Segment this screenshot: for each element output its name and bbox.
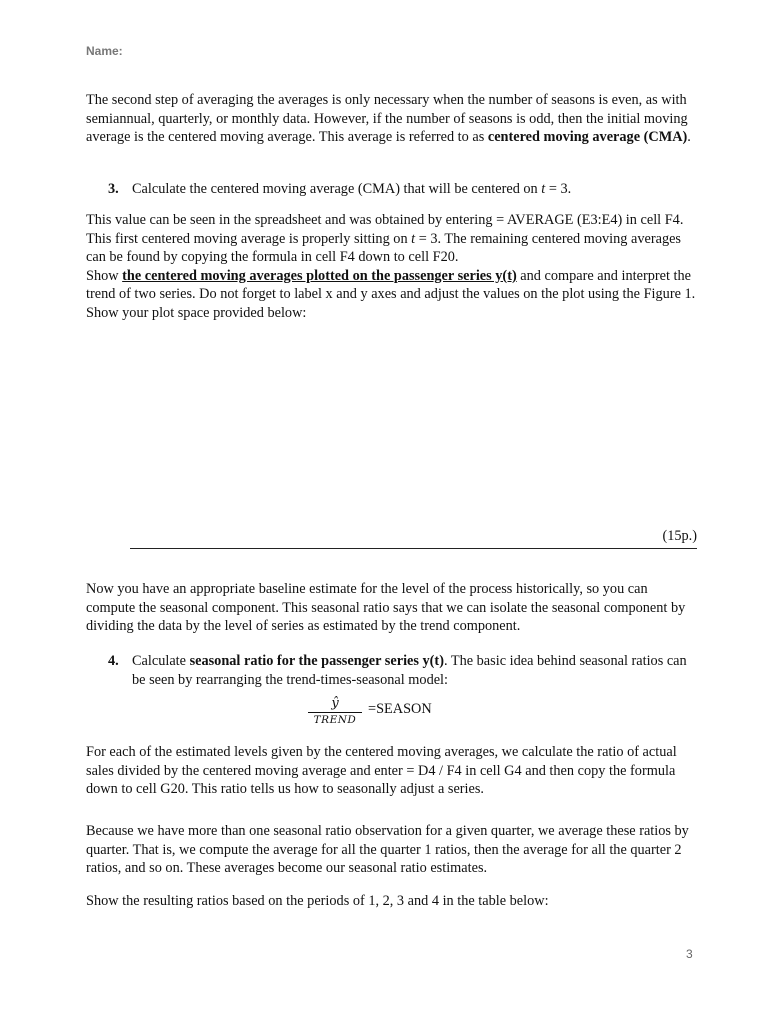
ratio-paragraph: For each of the estimated levels given by the centered moving averages, we calculate the ratio of actual sales divided by the centered moving average and enter = D4 / F4 in cell G4 and then copy the formula down to cell G20. This ratio tells us how to seasonally adjust a series. — [86, 744, 677, 798]
answer-divider — [130, 548, 697, 549]
name-label: Name: — [86, 44, 123, 58]
item-4-text: Calculate seasonal ratio for the passenger series y(t). The basic idea behind seasonal ratios can be seen by rearranging the trend-times-seasonal model: — [132, 653, 687, 688]
season-formula — [308, 697, 432, 727]
item-3-number: 3. — [108, 181, 119, 197]
formula-fraction — [308, 697, 362, 727]
show-prefix: Show — [86, 267, 123, 284]
intro-bold-term: centered moving average (CMA) — [487, 129, 688, 146]
cma-var: t — [411, 230, 416, 247]
show-underlined-task: the centered moving averages plotted on the passenger series y(t) — [122, 267, 517, 284]
fraction-bar — [308, 712, 362, 713]
item-4-bold: seasonal ratio for the passenger series y(t) — [189, 653, 444, 669]
cma-text-2: = 3. The remaining centered moving averages can be found by copying the formula in cell F4 down to cell F20. — [86, 230, 681, 266]
table-instruction: Show the resulting ratios based on the periods of 1, 2, 3 and 4 in the table below: — [86, 893, 549, 909]
plot-space-instruction: Show your plot space provided below: — [86, 304, 307, 321]
item-3-var: t — [541, 181, 546, 197]
cma-text-1: This value can be seen in the spreadsheet and was obtained by entering = AVERAGE (E3:E4) in cell F4. This first centered moving average is properly sitting on — [86, 212, 684, 247]
formula-denominator: TREND — [313, 714, 357, 726]
plot-answer-space[interactable] — [86, 352, 700, 520]
show-suffix: and compare and interpret the trend of two series. Do not forget to label x and y axes and adjust the values on the plot using the Figure 1. — [86, 267, 696, 303]
intro-text-end: . — [687, 129, 691, 146]
intro-text: The second step of averaging the averages is only necessary when the number of seasons is even, as with semiannual, quarterly, or monthly data. However, if the number of seasons is odd, then the initial moving average is the centered moving average. This average is referred to as — [86, 92, 688, 146]
item-3 — [108, 180, 700, 199]
seasonal-paragraph: Now you have an appropriate baseline estimate for the level of the process historically, so you can compute the seasonal component. This seasonal ratio says that we can isolate the seasonal component by dividing the data by the level of series as estimated by the trend component. — [86, 581, 686, 635]
cma-paragraph — [86, 211, 700, 323]
formula-numerator: ŷ — [331, 696, 339, 711]
item-4-number: 4. — [108, 653, 119, 669]
item-4 — [108, 652, 700, 689]
page-number: 3 — [686, 947, 693, 961]
item-3-text: Calculate the centered moving average (CMA) that will be centered on t = 3. — [132, 181, 572, 197]
formula-rhs: =SEASON — [368, 700, 432, 717]
intro-paragraph — [86, 91, 700, 147]
points-label: (15p.) — [662, 528, 697, 544]
average-paragraph: Because we have more than one seasonal ratio observation for a given quarter, we average these ratios by quarter. That is, we compute the average for all the quarter 1 ratios, then the average for all the quarter 2 ratios, and so on. These averages become our seasonal ratio estimates. — [86, 823, 689, 877]
